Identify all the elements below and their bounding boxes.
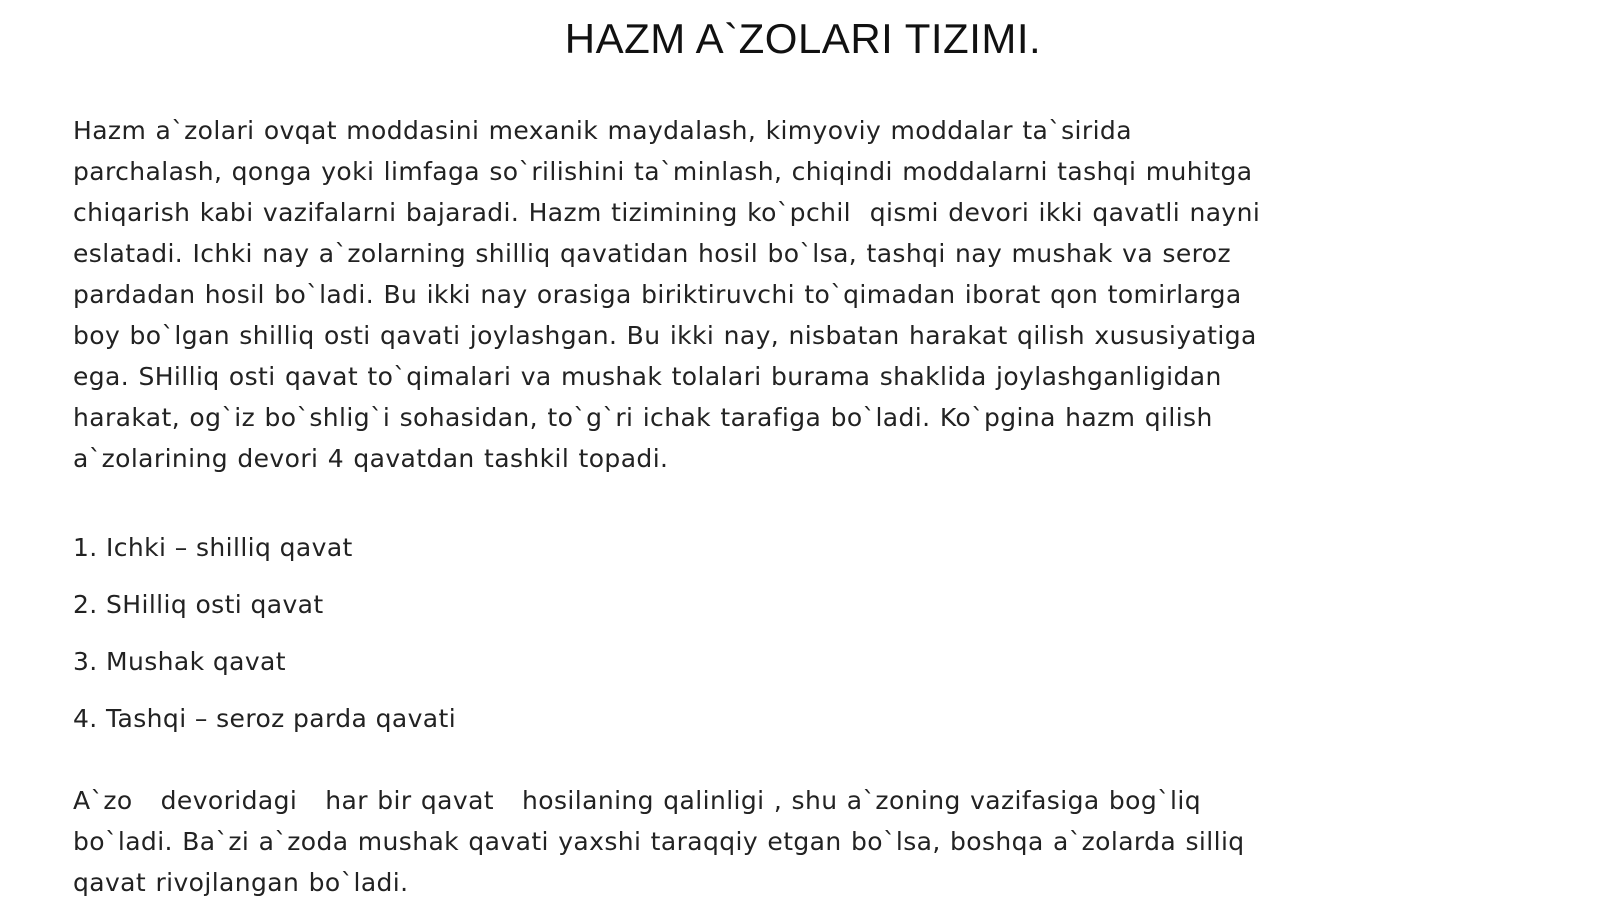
intro-line: ega. SHilliq osti qavat to`qimalari va mushak tolalari burama shaklida joylashganligidan	[73, 362, 1222, 391]
list-item: 4. Tashqi – seroz parda qavati	[73, 704, 457, 733]
list-item: 2. SHilliq osti qavat	[73, 590, 324, 619]
list-item: 3. Mushak qavat	[73, 647, 286, 676]
intro-line: Hazm a`zolari ovqat moddasini mexanik maydalash, kimyoviy moddalar ta`sirida	[73, 116, 1132, 145]
page-title: HAZM A`ZOLARI TIZIMI.	[564, 15, 1042, 62]
intro-line: eslatadi. Ichki nay a`zolarning shilliq qavatidan hosil bo`lsa, tashqi nay mushak va seroz	[73, 239, 1231, 268]
intro-line: a`zolarining devori 4 qavatdan tashkil topadi.	[73, 444, 669, 473]
closing-paragraph	[73, 780, 1533, 903]
intro-line: harakat, og`iz bo`shlig`i sohasidan, to`g`ri ichak tarafiga bo`ladi. Ko`pgina hazm qilish	[73, 403, 1213, 432]
document-page	[73, 0, 1533, 903]
closing-line: bo`ladi. Ba`zi a`zoda mushak qavati yaxshi taraqqiy etgan bo`lsa, boshqa a`zolarda silliq	[73, 827, 1245, 856]
intro-line: pardadan hosil bo`ladi. Bu ikki nay orasiga biriktiruvchi to`qimadan iborat qon tomirlarga	[73, 280, 1242, 309]
intro-line: boy bo`lgan shilliq osti qavati joylashgan. Bu ikki nay, nisbatan harakat qilish xususiyatiga	[73, 321, 1257, 350]
intro-paragraph	[73, 110, 1533, 479]
list-item: 1. Ichki – shilliq qavat	[73, 533, 353, 562]
intro-line: parchalash, qonga yoki limfaga so`rilishini ta`minlash, chiqindi moddalarni tashqi muhitga	[73, 157, 1253, 186]
intro-line: chiqarish kabi vazifalarni bajaradi. Hazm tizimining ko`pchil qismi devori ikki qavatli nayni	[73, 198, 1261, 227]
layer-list	[73, 519, 1533, 747]
closing-line: qavat rivojlangan bo`ladi.	[73, 868, 409, 897]
closing-line: A`zo devoridagi har bir qavat hosilaning qalinligi , shu a`zoning vazifasiga bog`liq	[73, 786, 1201, 815]
